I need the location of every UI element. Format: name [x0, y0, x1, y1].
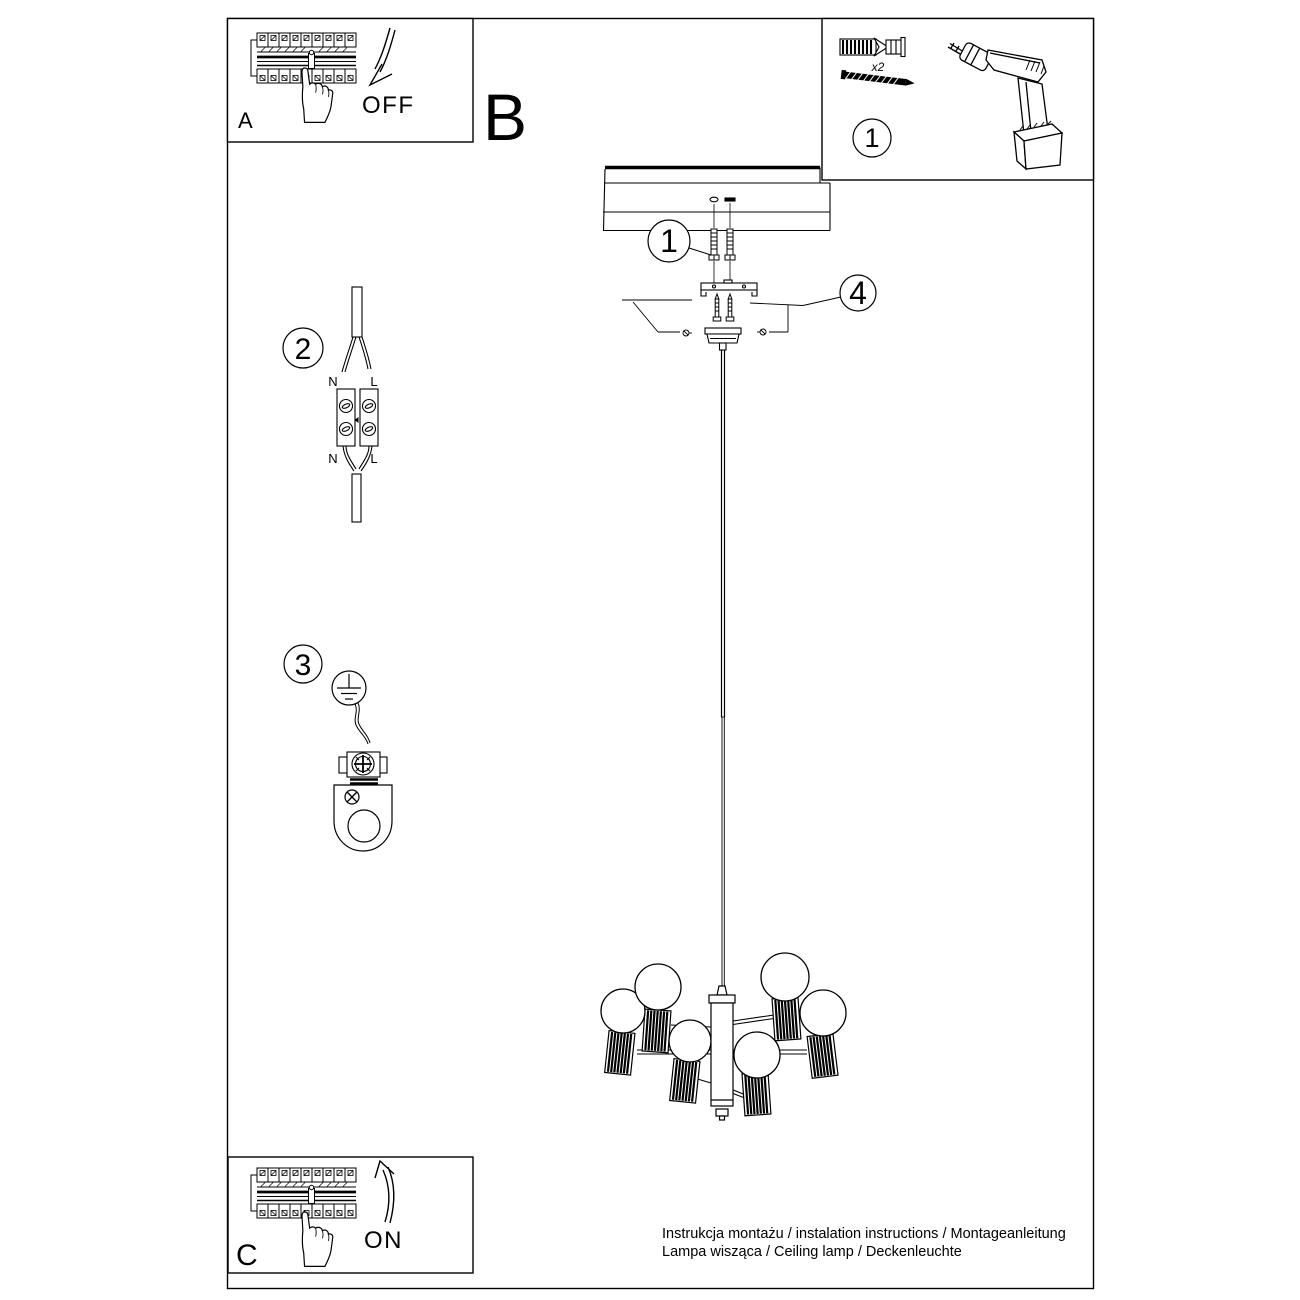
ceiling-fixing-badge: 1 — [660, 223, 678, 259]
on-label: ON — [364, 1227, 403, 1254]
step-c-power-on-panel — [228, 1157, 473, 1273]
tools-step-badge: 1 — [864, 123, 880, 153]
page-border — [228, 19, 1094, 1289]
footer-line-1: Instrukcja montażu / instalation instructions / Montageanleitung — [662, 1226, 1066, 1242]
box-c-label: C — [236, 1239, 258, 1272]
anchor-quantity-label: x2 — [871, 60, 885, 74]
step-1-tools-panel — [822, 19, 1094, 181]
wall-anchor-icon — [840, 38, 905, 57]
footer-line-2: Lampa wisząca / Ceiling lamp / Deckenleuchte — [662, 1244, 962, 1260]
wire-label-bottom-l: L — [370, 451, 378, 466]
wire-label-top-l: L — [370, 374, 378, 389]
lamp-bracket-icon — [334, 785, 392, 851]
section-b-label: B — [483, 80, 528, 154]
off-label: OFF — [362, 92, 415, 119]
wire-label-bottom-n: N — [328, 451, 338, 466]
bracket-badge-group — [840, 275, 876, 311]
ground-badge: 3 — [294, 649, 312, 682]
breaker-panel-icon — [251, 1168, 356, 1218]
box-a-label: A — [238, 108, 253, 133]
chandelier-body — [709, 986, 735, 1120]
bracket-badge: 4 — [849, 275, 867, 311]
wiring-badge: 2 — [294, 333, 312, 366]
step-a-power-off-panel — [228, 19, 474, 143]
wire-label-top-n: N — [328, 374, 338, 389]
